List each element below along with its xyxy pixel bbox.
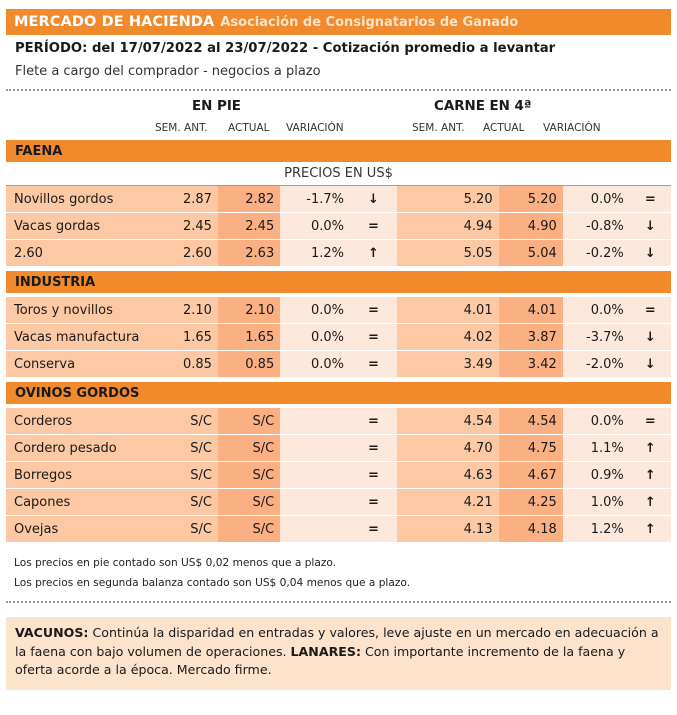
pie-actual: S/C <box>218 489 280 515</box>
carne-sem-ant: 4.02 <box>397 324 499 350</box>
footnote: Los precios en pie contado son US$ 0,02 menos que a plazo. <box>14 557 337 569</box>
row-name: Vacas manufactura <box>14 329 140 345</box>
pie-variacion: 0.0% <box>280 213 350 239</box>
col-actual-carne: ACTUAL <box>483 122 525 134</box>
col-variacion-pie: VARIACIÓN <box>286 122 344 134</box>
down-arrow-icon: ↓ <box>630 240 671 266</box>
carne-sem-ant: 4.63 <box>397 462 499 488</box>
period-line: PERÍODO: del 17/07/2022 al 23/07/2022 - Cotización promedio a levantar <box>15 41 556 56</box>
footnote: Los precios en segunda balanza contado son US$ 0,04 menos que a plazo. <box>14 577 411 589</box>
carne-variacion: 1.1% <box>563 435 630 461</box>
pie-variacion <box>280 516 350 542</box>
pie-actual: S/C <box>218 462 280 488</box>
pie-variacion <box>280 489 350 515</box>
down-arrow-icon: ↓ <box>630 213 671 239</box>
table-row <box>6 213 671 240</box>
pie-variacion: 0.0% <box>280 351 350 377</box>
equal-icon: = <box>350 351 397 377</box>
carne-sem-ant: 5.05 <box>397 240 499 266</box>
pie-variacion: -1.7% <box>280 186 350 212</box>
carne-variacion: -0.2% <box>563 240 630 266</box>
table-row <box>6 516 671 543</box>
table-row <box>6 435 671 462</box>
row-name: Capones <box>14 494 71 510</box>
section-ovinos: OVINOS GORDOS <box>6 382 671 404</box>
carne-variacion: 0.0% <box>563 186 630 212</box>
carne-sem-ant: 4.94 <box>397 213 499 239</box>
row-name: Corderos <box>14 413 73 429</box>
row-name: Toros y novillos <box>14 302 113 318</box>
down-arrow-icon: ↓ <box>630 351 671 377</box>
table-row <box>6 489 671 516</box>
pie-sem-ant: 2.10 <box>143 297 218 323</box>
pie-actual: S/C <box>218 408 280 434</box>
carne-actual: 5.04 <box>499 240 563 266</box>
equal-icon: = <box>350 324 397 350</box>
column-headers <box>6 91 671 137</box>
section-industria: INDUSTRIA <box>6 271 671 293</box>
currency-label: PRECIOS EN US$ <box>284 166 393 181</box>
carne-actual: 3.42 <box>499 351 563 377</box>
row-name: Vacas gordas <box>14 218 101 234</box>
industria-rows <box>6 297 671 378</box>
vacunos-text: Continúa la disparidad en entradas y valores, leve ajuste en un mercado en adecuación a la faena con bajo volumen de operaciones. <box>15 625 659 659</box>
up-arrow-icon: ↑ <box>630 516 671 542</box>
table-row <box>6 462 671 489</box>
carne-sem-ant: 3.49 <box>397 351 499 377</box>
footnotes <box>6 553 671 593</box>
pie-variacion: 0.0% <box>280 324 350 350</box>
carne-variacion: 0.0% <box>563 408 630 434</box>
pie-actual: 2.82 <box>218 186 280 212</box>
pie-actual: S/C <box>218 435 280 461</box>
group-en-pie: EN PIE <box>192 99 241 114</box>
pie-actual: 2.63 <box>218 240 280 266</box>
table-row <box>6 186 671 213</box>
pie-sem-ant: 2.45 <box>143 213 218 239</box>
up-arrow-icon: ↑ <box>630 435 671 461</box>
down-arrow-icon: ↓ <box>350 186 397 212</box>
table-row <box>6 351 671 378</box>
carne-actual: 4.67 <box>499 462 563 488</box>
carne-variacion: 0.9% <box>563 462 630 488</box>
pie-actual: 1.65 <box>218 324 280 350</box>
pie-actual: 0.85 <box>218 351 280 377</box>
col-variacion-carne: VARIACIÓN <box>543 122 601 134</box>
up-arrow-icon: ↑ <box>350 240 397 266</box>
row-name: Novillos gordos <box>14 191 114 207</box>
pie-sem-ant: 2.60 <box>143 240 218 266</box>
pie-sem-ant: 1.65 <box>143 324 218 350</box>
carne-actual: 4.54 <box>499 408 563 434</box>
col-sem-ant-pie: SEM. ANT. <box>155 122 208 134</box>
pie-actual: S/C <box>218 516 280 542</box>
pie-variacion <box>280 408 350 434</box>
col-sem-ant-carne: SEM. ANT. <box>412 122 465 134</box>
equal-icon: = <box>350 213 397 239</box>
carne-sem-ant: 4.21 <box>397 489 499 515</box>
ovinos-rows <box>6 408 671 543</box>
faena-rows <box>6 186 671 267</box>
carne-variacion: 1.2% <box>563 516 630 542</box>
carne-sem-ant: 4.70 <box>397 435 499 461</box>
row-name: 2.60 <box>14 245 43 261</box>
equal-icon: = <box>350 516 397 542</box>
pie-variacion <box>280 462 350 488</box>
carne-variacion: 0.0% <box>563 297 630 323</box>
equal-icon: = <box>630 408 671 434</box>
down-arrow-icon: ↓ <box>630 324 671 350</box>
carne-sem-ant: 4.54 <box>397 408 499 434</box>
vacunos-label: VACUNOS: <box>15 625 89 640</box>
carne-actual: 4.25 <box>499 489 563 515</box>
row-name: Borregos <box>14 467 73 483</box>
report-subtitle: Asociación de Consignatarios de Ganado <box>220 14 519 30</box>
up-arrow-icon: ↑ <box>630 462 671 488</box>
pie-variacion <box>280 435 350 461</box>
report-title: MERCADO DE HACIENDA <box>14 14 215 30</box>
row-name: Conserva <box>14 356 76 372</box>
equal-icon: = <box>350 435 397 461</box>
pie-sem-ant: 0.85 <box>143 351 218 377</box>
section-faena: FAENA <box>6 140 671 162</box>
market-report <box>6 9 671 690</box>
table-row <box>6 240 671 267</box>
pie-sem-ant: S/C <box>143 462 218 488</box>
carne-variacion: 1.0% <box>563 489 630 515</box>
dotted-divider <box>6 601 671 603</box>
carne-actual: 4.18 <box>499 516 563 542</box>
table-row <box>6 408 671 435</box>
pie-actual: 2.10 <box>218 297 280 323</box>
carne-actual: 4.90 <box>499 213 563 239</box>
equal-icon: = <box>630 297 671 323</box>
row-name: Cordero pesado <box>14 440 117 456</box>
pie-variacion: 0.0% <box>280 297 350 323</box>
carne-actual: 5.20 <box>499 186 563 212</box>
col-actual-pie: ACTUAL <box>228 122 270 134</box>
market-commentary <box>6 617 671 690</box>
pie-sem-ant: S/C <box>143 489 218 515</box>
group-carne: CARNE EN 4ª <box>434 99 532 114</box>
pie-actual: 2.45 <box>218 213 280 239</box>
pie-sem-ant: S/C <box>143 516 218 542</box>
equal-icon: = <box>630 186 671 212</box>
carne-variacion: -0.8% <box>563 213 630 239</box>
carne-actual: 4.01 <box>499 297 563 323</box>
pie-sem-ant: 2.87 <box>143 186 218 212</box>
up-arrow-icon: ↑ <box>630 489 671 515</box>
row-name: Ovejas <box>14 521 59 537</box>
lanares-text: Con importante incremento de la faena y oferta acorde a la época. Mercado firme. <box>15 643 626 677</box>
pie-sem-ant: S/C <box>143 408 218 434</box>
freight-note: Flete a cargo del comprador - negocios a plazo <box>15 64 321 79</box>
pie-sem-ant: S/C <box>143 435 218 461</box>
equal-icon: = <box>350 462 397 488</box>
carne-actual: 4.75 <box>499 435 563 461</box>
table-row <box>6 324 671 351</box>
equal-icon: = <box>350 489 397 515</box>
pie-variacion: 1.2% <box>280 240 350 266</box>
carne-sem-ant: 4.01 <box>397 297 499 323</box>
carne-variacion: -2.0% <box>563 351 630 377</box>
carne-actual: 3.87 <box>499 324 563 350</box>
table-row <box>6 297 671 324</box>
equal-icon: = <box>350 297 397 323</box>
lanares-label: LANARES: <box>290 643 361 659</box>
carne-sem-ant: 4.13 <box>397 516 499 542</box>
header-bar <box>6 9 671 35</box>
carne-variacion: -3.7% <box>563 324 630 350</box>
equal-icon: = <box>350 408 397 434</box>
carne-sem-ant: 5.20 <box>397 186 499 212</box>
